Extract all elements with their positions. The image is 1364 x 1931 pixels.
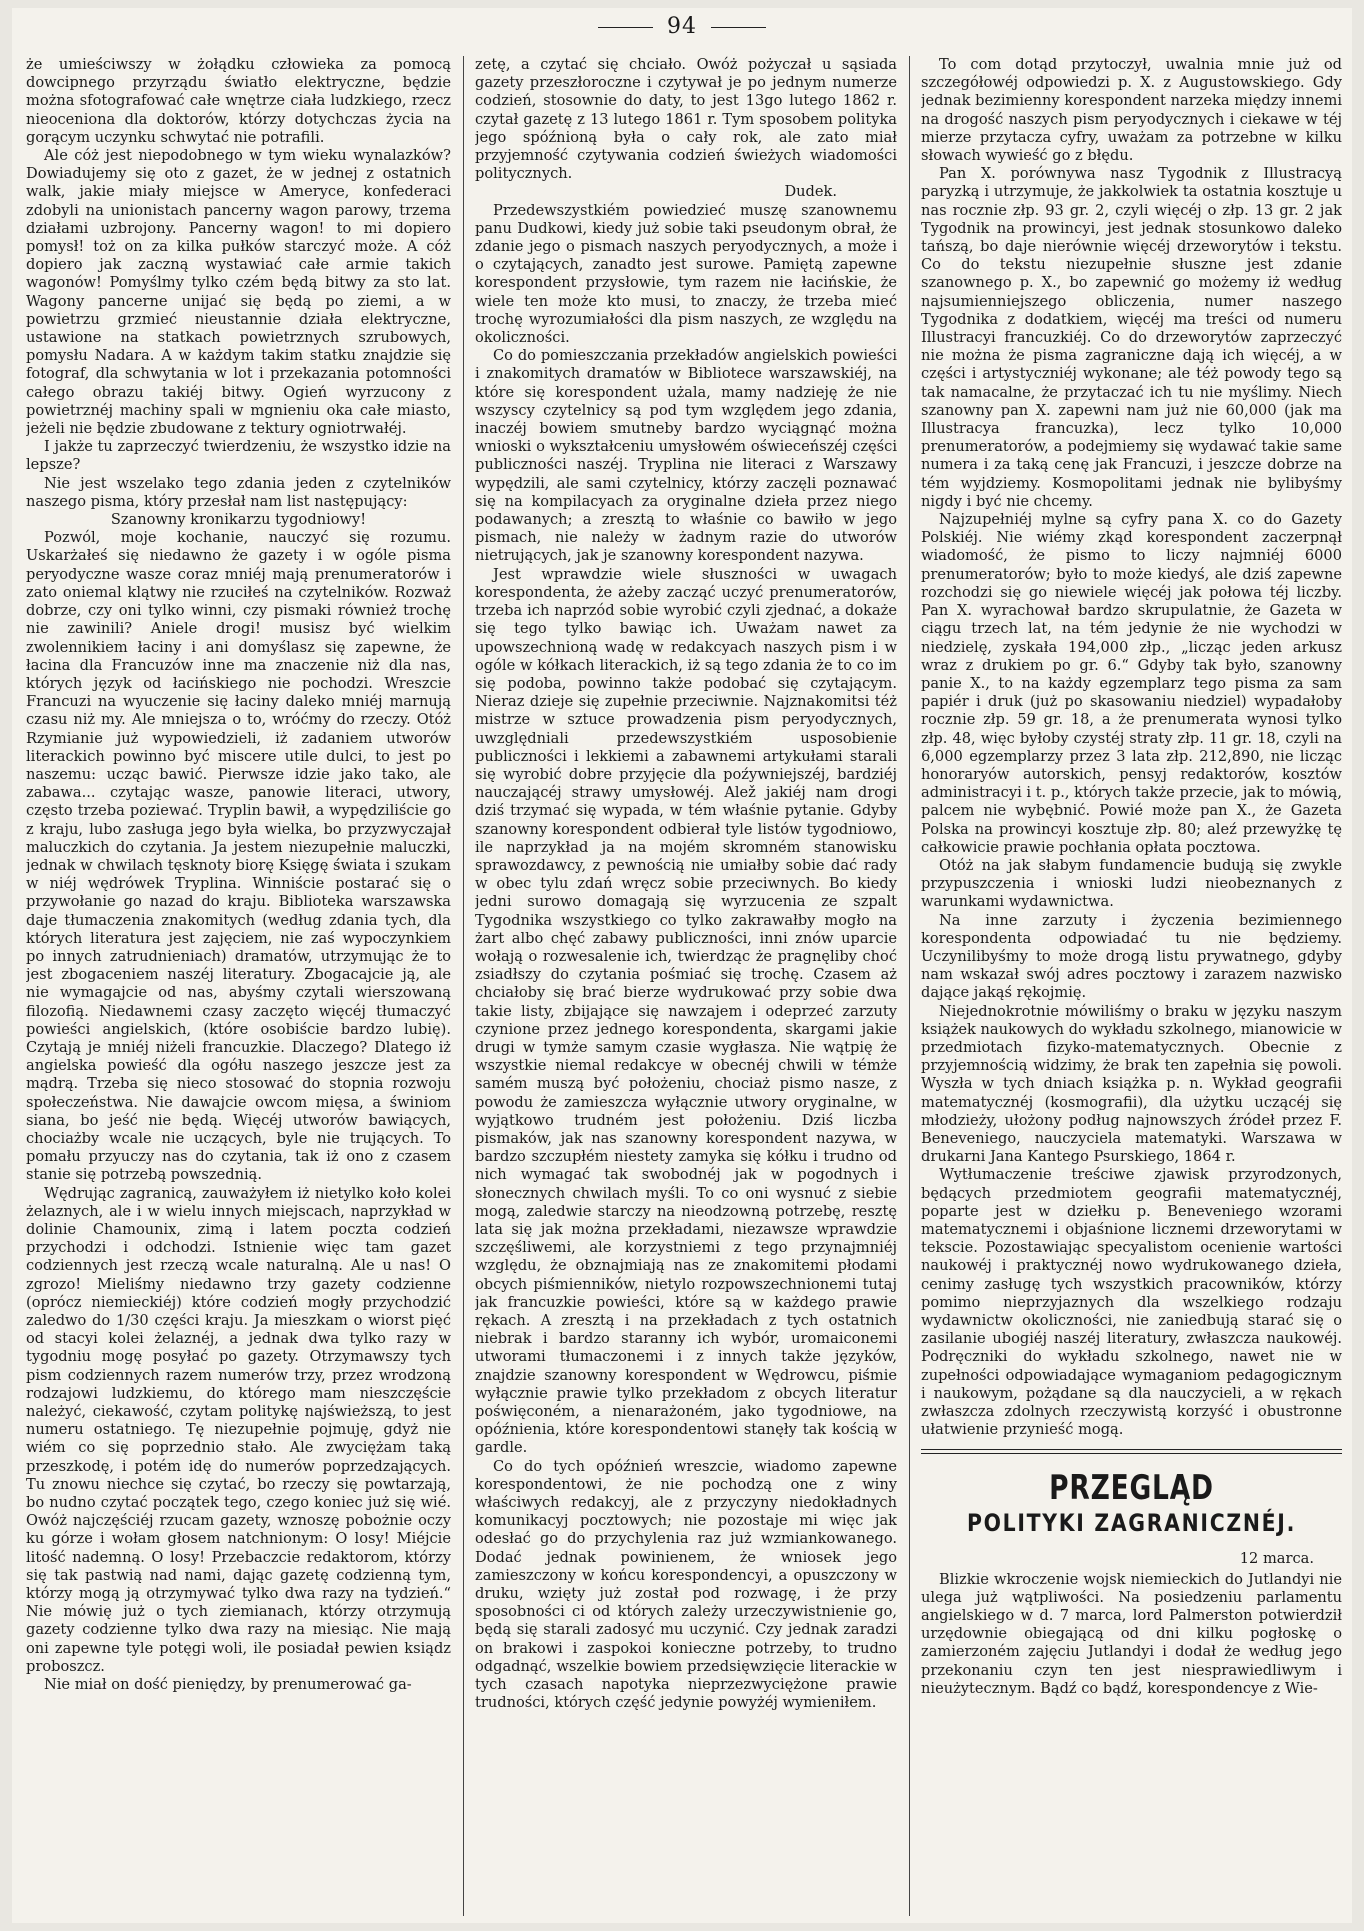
column-3-body — [921, 56, 1342, 1439]
column-3 — [921, 56, 1342, 1916]
paragraph: Nie miał on dość pieniędzy, by prenumerować ga- — [44, 1676, 412, 1694]
section-subtitle: POLITYKI ZAGRANICZNÉJ. — [966, 1509, 1297, 1538]
folio-dash-right — [711, 27, 766, 28]
paragraph: Ale cóż jest niepodobnego w tym wieku wynalazków? Dowiadujemy się oto z gazet, że w jednej z ostatnich walk, jakie miały miejsce w Ameryce, konfederaci zdobyli na unionistach pancerny wagon parowy, trzema działami uzbrojony. Pancerny wagon! to mi dopiero pomysł! toż on za kilka pułków starczyć może. A cóż dopiero jak zaczną wystawiać całe armie takich wagonów! Pomyślmy tylko czém będą bitwy za sto lat. Wagony pancerne unijać się będą po ziemi, a w powietrzu grzmieć nieustannie działa elektryczne, ustawione na statkach powietrznych szrubowych, pomysłu Nadara. A w każdym takim statku znajdzie się fotograf, dla schwytania w lot i przekazania potomności całego obrazu takiéj bitwy. Ogień wyrzucony z powietrznéj machiny spali w mgnieniu oka całe miasto, jeżeli nie będzie zbudowane z tektury ogniotrwałéj. — [26, 147, 451, 438]
section-body — [921, 1571, 1342, 1698]
paragraph: Dudek. — [784, 183, 837, 201]
paragraph: Pan X. porównywa nasz Tygodnik z Illustracyą paryzką i utrzymuje, że jakkolwiek ta ostatnia kosztuje u nas rocznie złp. 93 gr. 2, czyli więcéj o złp. 13 gr. 2 jak Tygodnik na prowincyi, jest jednak stosunkowo daleko tańszą, bo daje nierównie więcéj drzeworytów i tekstu. Co do tekstu niezupełnie słuszne jest zdanie szanownego p. X., bo zapewnić go możemy iż według najsumienniejszego obliczenia, numer naszego Tygodnika z dodatkiem, więcéj ma treści od numeru Illustracyi francuzkiéj. Co do drzeworytów zaprzeczyć nie można że pisma zagraniczne dają ich więcéj, a w części i artystyczniéj wykonane; ale téż powody tego są tak namacalne, że przytaczać ich tu nie myślimy. Niech szanowny pan X. zapewni nam już nie 60,000 (jak ma Illustracya francuzka), lecz tylko 10,000 prenumeratorów, a podejmiemy się wydawać takie same numera i za taką cenę jak Francuzi, i jeszcze dobrze na tém wyjdziemy. Kosmopolitami jednak nie bylibyśmy nigdy i być nie chcemy. — [921, 165, 1342, 510]
paragraph: Jest wprawdzie wiele słuszności w uwagach korespondenta, że ażeby zacząć uczyć prenumeratorów, trzeba ich naprzód sobie wyrobić czyli zjednać, a dokaże się tego tylko bawiąc ich. Uważam nawet za upowszechnioną wadę w redakcyach naszych pism i w ogóle w kółkach literackich, iż są tego zdania że to co im się podoba, powinno także podobać się czytającym. Nieraz dzieje się zupełnie przeciwnie. Najznakomitsi téż mistrze w sztuce prowadzenia pism peryodycznych, uwzględniali przedewszystkiém usposobienie publiczności i lekkiemi a zabawnemi artykułami starali się wyrobić dobre przyjęcie dla poźywniejszéj, bardziéj nauczającéj strawy umysłowéj. Alež jakiéj nam drogi dziś trzymać się wypada, w tém właśnie pytanie. Gdyby szanowny korespondent odbierał tyle listów tygodniowo, ile naprzykład ja na mojém skromném stanowisku sprawozdawcy, z pewnością nie umiałby sobie dać rady w obec tylu zdań wręcz sobie przeciwnych. Bo kiedy jedni surowo domagają się wyrzucenia ze szpalt Tygodnika wszystkiego co tylko zakrawałby mogło na żart albo chęć zabawy publiczności, inni znów uparcie wołają o rozwesalenie ich, twierdząc że pragnęliby choć zsiadłszy do czytania pośmiać się trochę. Czasem aż chciałoby się brać bierze wydrukować przy sobie dwa takie listy, zbijające się nawzajem i odeprzeć zarzuty czynione przez jednego korespondenta, skargami jakie drugi w tymże samym czasie wygłasza. Nie wątpię że wszystkie niemal redakcye w obecnéj chwili w témże samém muszą być położeniu, chociaż pismo nasze, z powodu że zamieszcza wyłącznie utwory oryginalne, w wyjątkowo trudném jest położeniu. Dziś liczba pismaków, jak nas szanowny korespondent nazywa, w bardzo szczupłém niestety zamyka się kółku i trudno od nich wymagać tak swobodnéj jak w pogodnych i słonecznych chwilach myśli. To co oni wysnuć z siebie mogą, zaledwie starczy na nieodzowną potrzebę, resztę lata się jak można przekładami, niezawsze wprawdzie szczęśliwemi, ale korzystniemi z tego przynajmniéj względu, że obznajmiają nas ze znakomitemi płodami obcych piśmienników, nietylo rozpowszechnionemi tutaj jak francuzkie powieści, które są w każdego prawie rękach. A zresztą i na przekładach z tych ostatnich niebrak i bardzo staranny ich wybór, uromaiconemi utworami tłumaczonemi i z innych także języków, znajdzie szanowny korespondent w Wędrowcu, piśmie wyłącznie prawie tylko przekładom z obcych literatur poświęconém, a nienarażoném, jako tygodniowe, na opóźnienia, które korespondentowi stanęły tak kością w gardle. — [475, 565, 897, 1457]
newspaper-page — [12, 8, 1352, 1923]
paragraph: Wytłumaczenie treściwe zjawisk przyrodzonych, będących przedmiotem geografii matematycznéj, poparte jest w dziełku p. Beneveniego wzorami matematycznemi i objaśnione licznemi drzeworytami w tekscie. Pozostawiając specyalistom ocenienie wartości naukowéj i praktycznéj nowo wydrukowanego dzieła, cenimy zasługę tych wszystkich pracowników, którzy pomimo nieprzyjaznych dla wszelkiego rodzaju wydawnictw okoliczności, nie zaniedbują starać się o zasilanie ubogiéj naszéj literatury, zwłaszcza naukowéj. Podręczniki do wykładu szkolnego, nawet nie w zupełności odpowiadające wymaganiom pedagogicznym i naukowym, pożądane są dla nauczycieli, a w rękach zwłaszcza zdolnych rzeczywistą korzyść i obustronne ułatwienie przynieść mogą. — [921, 1166, 1342, 1439]
column-rule-right — [909, 56, 910, 1916]
page-number-text: 94 — [667, 14, 697, 39]
paragraph: Nie jest wszelako tego zdania jeden z czytelników naszego pisma, który przesłał nam list następujący: — [26, 474, 451, 510]
section-title: PRZEGLĄD — [1049, 1468, 1214, 1509]
column-1 — [26, 56, 451, 1916]
paragraph: Blizkie wkroczenie wojsk niemieckich do Jutlandyi nie ulega już wątpliwości. Na posiedzeniu parlamentu angielskiego w d. 7 marca, lord Palmerston potwierdził urzędownie obiegającą od dni kilku pogłoskę o zamierzoném zajęciu Jutlandyi i dodał że według jego przekonaniu czyn ten jest niesprawiedliwym i nieużytecznym. Bądź co bądź, korespondencye z Wie- — [921, 1570, 1342, 1697]
section-separator — [921, 1449, 1342, 1454]
paragraph: Najzupełniéj mylne są cyfry pana X. co do Gazety Polskiéj. Nie wiémy zkąd korespondent zaczerpnął wiadomość, że pismo to liczy najmniéj 6000 prenumeratorów; było to może kiedyś, ale dziś zapewne rozchodzi się go niewiele więcéj jak połowa téj liczby. Pan X. wyrachował bardzo skrupulatnie, że Gazeta w ciągu trzech lat, na tém jedynie że nie wychodzi w niedzielę, zyskała 194,000 złp., „licząc jeden arkusz wraz z drukiem po gr. 6.“ Gdyby tak było, szanowny panie X., to na każdy egzemplarz tego pisma za sam papiér i druk (już po skasowaniu niedziel) wypadałoby rocznie złp. 59 gr. 18, a że prenumerata wynosi tylko złp. 48, więc byłoby czystéj straty złp. 11 gr. 18, czyli na 6,000 egzemplarzy przez 3 lata złp. 212,890, nie licząc honoraryów autorskich, pensyj redaktorów, kosztów administracyi i t. p., których także przecie, jak to mówią, palcem nie wybębnić. Powié może pan X., że Gazeta Polska na prowincyi kosztuje złp. 80; aleź przewyżkę tę całkowicie prawie pochłania opłata pocztowa. — [921, 511, 1342, 856]
paragraph: I jakże tu zaprzeczyć twierdzeniu, że wszystko idzie na lepsze? — [26, 438, 451, 474]
paragraph: To com dotąd przytoczył, uwalnia mnie już od szczegółowéj odpowiedzi p. X. z Augustowskiego. Gdy jednak bezimienny korespondent narzeka między innemi na drogość naszych pism peryodycznych i ciekawe w téj mierze przytacza cyfry, uważam za potrzebne w kilku słowach wywieść go z błędu. — [921, 56, 1342, 165]
folio-dash-left — [598, 27, 653, 28]
paragraph: Przedewszystkiém powiedzieć muszę szanownemu panu Dudkowi, kiedy już sobie taki pseudonym obrał, że zdanie jego o pismach naszych peryodycznych, a może i o czytających, zanadto jest surowe. Pamiętą zapewne korespondent przysłowie, tym razem nie łacińskie, że wiele ten może kto musi, to znaczy, że trzeba mieć trochę wyrozumiałości dla pism naszych, ze względu na okoliczności. — [475, 201, 897, 347]
paragraph: zetę, a czytać się chciało. Owóż pożyczał u sąsiada gazety przeszłoroczne i czytywał je po jednym numerze codzień, stosownie do daty, to jest 13go lutego 1862 r. czytał gazetę z 13 lutego 1861 r. Tym sposobem polityka jego spóźnioną była o cały rok, ale zato miał przyjemność czytywania codzień świeżych wiadomości politycznych. — [475, 56, 897, 183]
paragraph: Niejednokrotnie mówiliśmy o braku w języku naszym książek naukowych do wykładu szkolnego, mianowicie w przedmiotach fizyko-matematycznych. Obecnie z przyjemnością widzimy, że brak ten zapełnia się powoli. Wyszła w tych dniach książka p. n. Wykład geografii matematycznéj (kosmografii), dla użytku uczącéj się młodzieży, ułożony podług najnowszych źródeł przez F. Beneveniego, nauczyciela matematyki. Warszawa w drukarni Jana Kantego Psurskiego, 1864 r. — [921, 1002, 1342, 1166]
column-rule-left — [463, 56, 464, 1916]
paragraph: Szanowny kronikarzu tygodniowy! — [110, 511, 367, 529]
paragraph: Wędrując zagranicą, zauważyłem iż nietylko koło kolei żelaznych, ale i w wielu innych miejscach, naprzykład w dolinie Chamounix, zimą i latem poczta codzień przychodzi i odchodzi. Istnienie więc tam gazet codziennych jest rzeczą wcale naturalną. Ale u nas! O zgrozo! Mieliśmy niedawno trzy gazety codzienne (oprócz niemieckiéj) które codzień mogły przychodzić zaledwo do 1/30 części kraju. Ja mieszkam o wiorst pięć od stacyi kolei żelaznéj, a jednak dwa tylko razy w tygodniu mogę posyłać po gazety. Otrzymawszy tych pism codziennych razem numerów trzy, przez wrodzoną rodzajowi ludzkiemu, do którego mam nieszczęście należyć, ciekawość, czytam politykę najświeższą, to jest numeru ostatniego. Tę niezupełnie pojmuję, gdyż nie wiém co się poprzednio stało. Ale zwyciężam taką przeszkodę, i potém idę do numerów poprzedzających. Tu znowu niechce się czytać, bo rzeczy się powtarzają, bo nudno czytać początek tego, czego koniec już się wié. Owóż najczęściéj rzucam gazety, wznoszę pobożnie oczy ku górze i wołam głosem natchnionym: O losy! Miéjcie litość nademną. O losy! Przebaczcie redaktorom, którzy się tak pastwią nad nami, dając gazetę codzienną tym, którzy mogą ją otrzymywać tylko dwa razy na tydzień.“ Nie mówię już o tych ziemianach, którzy otrzymują gazety codzienne tylko dwa razy na miesiąc. Nie mają oni zapewne tyle potęgi woli, ile posiadał pewien ksiądz proboszcz. — [26, 1184, 451, 1675]
paragraph: Co do pomieszczania przekładów angielskich powieści i znakomitych dramatów w Bibliotece warszawskiéj, na które się korespondent użala, mamy nadzieję że nie wszyscy czytelnicy są pod tym względem jego zdania, inaczéj bowiem smutneby bardzo wyciągnąć można wnioski o wykształceniu umysłowém oświeceńszéj części publiczności naszéj. Tryplina nie literaci z Warszawy wypędzili, ale sami czytelnicy, którzy zaczęli poznawać się na kompilacyach za oryginalne dzieła przez niego podawanych; a zresztą to właśnie co bawiło w jego pismach, nie należy w żadnym razie do utworów nietrujących, jak je szanowny korespondent nazywa. — [475, 347, 897, 565]
paragraph: Na inne zarzuty i życzenia bezimiennego korespondenta odpowiadać tu nie będziemy. Uczynilibyśmy to może drogą listu prywatnego, gdyby nam wskazał swój adres pocztowy i zarazem nazwisko dające jakąś rękojmię. — [921, 911, 1342, 1002]
page-number — [12, 14, 1352, 39]
section-date: 12 marca. — [1239, 1550, 1314, 1568]
column-2 — [475, 56, 897, 1916]
paragraph: że umieściwszy w żołądku człowieka za pomocą dowcipnego przyrządu światło elektryczne, będzie można sfotografować całe wnętrze ciała ludzkiego, rzecz nieoceniona dla doktorów, którzy dotychczas życia na gorącym uczynku schwytać nie potrafili. — [26, 56, 451, 146]
paragraph: Co do tych opóźnień wreszcie, wiadomo zapewne korespondentowi, że nie pochodzą one z winy właściwych redakcyj, ale z przyczyny niedokładnych komunikacyj pocztowych; nie pozostaje mi więc jak odesłać go do przychylenia raz już wzmiankowanego. Dodać jednak powinienem, że wniosek jego zamieszczony w końcu korespondencyi, a opuszczony w druku, wzięty już został pod rozwagę, i że przy sposobności ci od których zależy urzeczywistnienie go, będą się starali zadosyć mu uczynić. Czy jednak zaradzi on brakowi i zaspokoi konieczne potrzeby, to trudno odgadnąć, wszelkie bowiem przedsięwzięcie literackie w tych czasach napotyka nieprzezwyciężone prawie trudności, których część jedynie powyżéj wymieniłem. — [475, 1457, 897, 1712]
paragraph: Otóż na jak słabym fundamencie budują się zwykle przypuszczenia i wnioski ludzi nieobeznanych z warunkami wydawnictwa. — [921, 856, 1342, 911]
paragraph: Pozwól, moje kochanie, nauczyć się rozumu. Uskarżałeś się niedawno że gazety i w ogóle pisma peryodyczne wasze coraz mniéj mają prenumeratorów i zato oniemal klątwy nie rzuciłeś na czytelników. Rozważ dobrze, czy oni tylko winni, czy pismaki również trochę nie zawinili? Aniele drogi! musisz być wielkim zwolennikiem łaciny i ani domyślasz się zapewne, że łacina dla Francuzów inne ma znaczenie niż dla nas, których język od łacińskiego nie pochodzi. Wreszcie Francuzi na wyuczenie się łaciny daleko mniéj marnują czasu niż my. Ale mniejsza o to, wróćmy do rzeczy. Otóż Rzymianie już wypowiedzieli, iż zadaniem utworów literackich powinno być miscere utile dulci, to jest po naszemu: ucząc bawić. Pierwsze idzie jako tako, ale zabawa... czytając wasze, panowie literaci, utwory, często trzeba poziewać. Tryplin bawił, a wypędziliście go z kraju, lubo zasługa jego była wielka, bo przyzwyczajał maluczkich do czytania. Ja jestem niezupełnie maluczki, jednak w chwilach tęsknoty biorę Księgę świata i szukam w niéj wędrówek Tryplina. Winniście postarać się o przywołanie go nazad do kraju. Biblioteka warszawska daje tłumaczenia znakomitych (według zdania tych, dla których literatura jest zajęciem, nie zaś wypoczynkiem po innych zatrudnieniach) dramatów, utrzymując że to jest zbogaceniem naszéj literatury. Zbogacajcie ją, ale nie wymagajcie od nas, abyśmy czytali wierszowaną filozofią. Niedawnemi czasy zaczęto więcéj tłumaczyć powieści angielskich, (które osobiście bardzo lubię). Czytają je mniéj niżeli francuzkie. Dlaczego? Dlatego iż angielska powieść dla ogółu naszego jeszcze jest za mądrą. Trzeba się nieco stosować do stopnia rozwoju społeczeństwa. Nie dawajcie owcom mięsa, a świniom siana, bo jeść nie będą. Więcéj utworów bawiących, chociażby wcale nie uczących, byle nie trujących. To pomału przyuczy nas do czytania, tak iż ono z czasem stanie się potrzebą powszednią. — [26, 529, 451, 1184]
